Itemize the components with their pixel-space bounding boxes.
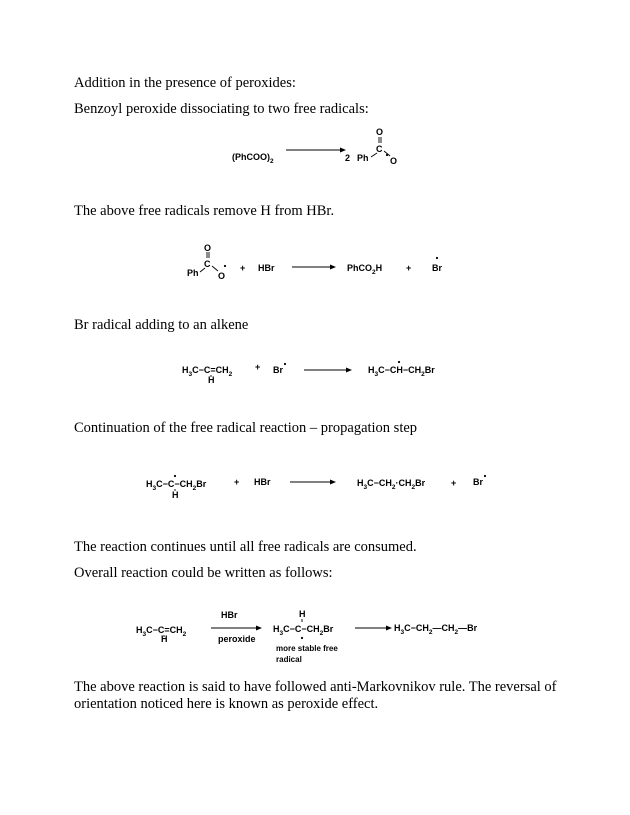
radical-dot (436, 257, 438, 259)
hydrogen-label: H (172, 490, 179, 500)
propene-label: $H_3C-C=CH_2$ (182, 365, 233, 378)
reaction-radical-hbr (0, 240, 630, 285)
heading-propagation-step: Continuation of the free radical reaction – propagation step (74, 420, 418, 436)
reaction-br-alkene (0, 352, 630, 387)
plus-sign: + (234, 477, 240, 487)
radical-dot (284, 363, 286, 365)
carbonyl-carbon: C (376, 144, 383, 154)
bromopropyl-radical-label: $H_3C-CH-CH_2Br$ (368, 365, 435, 378)
heading-br-radical-alkene: Br radical adding to an alkene (74, 317, 249, 333)
radical-dot (386, 154, 388, 156)
reaction-benzoyl-peroxide-dissociation (0, 120, 630, 170)
hbr-label: HBr (258, 263, 275, 273)
bromine-radical: Br (473, 477, 484, 487)
radical-dot (301, 637, 303, 639)
plus-sign: + (255, 362, 261, 372)
arrow-head (340, 148, 346, 153)
phenyl-label: Ph (187, 268, 199, 278)
text-reaction-continues: The reaction continues until all free radicals are consumed. (74, 539, 417, 555)
radical-oxygen: O (390, 156, 398, 166)
reaction-overall (0, 600, 630, 670)
arrow-head (256, 626, 262, 631)
final-product-label: $H_3C-CH_2—CH_2—Br$ (394, 623, 478, 636)
coefficient: 2 (345, 153, 351, 163)
bromine-radical: Br (432, 263, 443, 273)
hydrogen-label: H (161, 634, 168, 644)
hydrogen-label: H (208, 375, 215, 385)
arrow-head (386, 626, 392, 631)
heading-remove-h: The above free radicals remove H from HBr. (74, 203, 335, 219)
radical-intermediate-label: $H_3C-C-CH_2Br$ (273, 624, 334, 637)
arrow-head (330, 265, 336, 270)
text-overall-reaction: Overall reaction could be written as follows: (74, 565, 333, 581)
arrow-head (346, 368, 352, 373)
carbonyl-oxygen: O (376, 127, 384, 137)
reaction-propagation (0, 465, 630, 505)
propene-label: $H_3C-C=CH_2$ (136, 625, 187, 638)
condition-label: peroxide (218, 634, 256, 644)
bromine-radical: Br (273, 365, 284, 375)
conclusion-paragraph: The above reaction is said to have followed anti-Markovnikov rule. The reversal of orientation noticed here is known as peroxide effect. (74, 679, 557, 712)
plus-sign: + (240, 263, 246, 273)
bromopropane-label: $H_3C-CH_2\cdot CH_2Br$ (357, 478, 426, 491)
reagent-label: HBr (221, 610, 238, 620)
arrow-head (330, 480, 336, 485)
heading-benzoyl-peroxide: Benzoyl peroxide dissociating to two free radicals: (74, 101, 369, 117)
stability-note: more stable free (276, 644, 338, 653)
carbonyl-oxygen: O (204, 243, 212, 253)
benzoic-acid-label: PhCO$_2$H (347, 263, 383, 276)
radical-dot (484, 475, 486, 477)
plus-sign: + (406, 263, 412, 273)
reactant-label: $(PhCOO)_2$ (232, 152, 274, 165)
radical-oxygen: O (218, 271, 226, 281)
hbr-label: HBr (254, 477, 271, 487)
radical-dot (174, 475, 176, 477)
heading-peroxide-addition: Addition in the presence of peroxides: (74, 75, 296, 91)
radical-dot (398, 361, 400, 363)
plus-sign: + (451, 478, 457, 488)
hydrogen-label: H (299, 609, 306, 619)
carbonyl-carbon: C (204, 259, 211, 269)
phenyl-label: Ph (357, 153, 369, 163)
radical-dot (224, 265, 226, 267)
stability-note: radical (276, 655, 302, 664)
radical-reactant-label: $H_3C-C-CH_2Br$ (146, 479, 207, 492)
